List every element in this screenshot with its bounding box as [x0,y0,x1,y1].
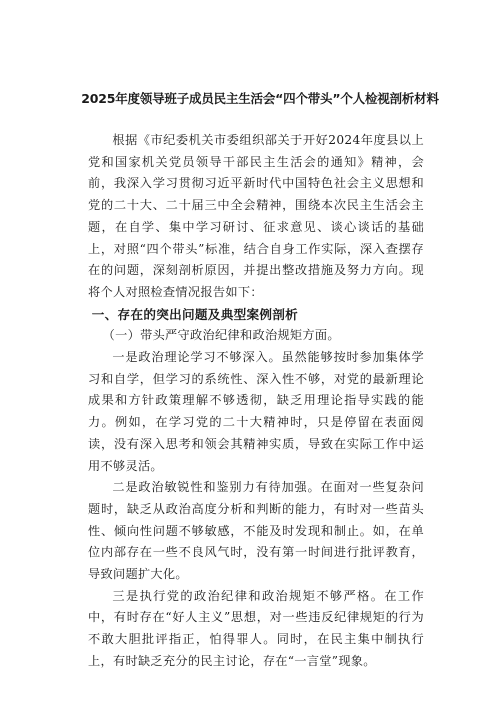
document-title: 2025年度领导班子成员民主生活会“四个带头”个人检视剖析材料 [81,91,439,106]
body-paragraph: 三是执行党的政治纪律和政治规矩不够严格。在工作中，有时存在“好人主义”思想，对一些违反纪律规矩的行为不敢大胆批评指正，怕得罪人。同时，在民主集中制执行上，有时缺乏充分的民主讨论，存在“一言堂”现象。 [88,588,424,668]
subsection-heading: （一）带头严守政治纪律和政治规矩方面。 [102,328,340,343]
document-body [88,130,424,673]
section-heading: 一、存在的突出问题及典型案例剖析 [91,306,299,322]
body-paragraph: 一是政治理论学习不够深入。虽然能够按时参加集体学习和自学，但学习的系统性、深入性不够，对党的最新理论成果和方针政策理解不够透彻，缺乏用理论指导实践的能力。例如，在学习党的二十大精神时，只是停留在表面阅读，没有深入思考和领会其精神实质，导致在实际工作中运用不够灵活。 [88,350,424,473]
intro-paragraph: 根据《市纪委机关市委组织部关于开好2024年度县以上党和国家机关党员领导干部民主生活会的通知》精神，会前，我深入学习贯彻习近平新时代中国特色社会主义思想和党的二十大、二十届三中全会精神，围绕本次民主生活会主题，在自学、集中学习研讨、征求意见、谈心谈话的基础上，对照“四个带头”标准，结合自身工作实际，深入查摆存在的问题，深刻剖析原因，并提出整改措施及努力方向。现将个人对照检查情况报告如下： [88,133,424,299]
body-paragraph: 二是政治敏锐性和鉴别力有待加强。在面对一些复杂问题时，缺乏从政治高度分析和判断的能力，有时对一些苗头性、倾向性问题不够敏感，不能及时发现和制止。如，在单位内部存在一些不良风气时，没有第一时间进行批评教育，导致问题扩大化。 [88,480,424,582]
